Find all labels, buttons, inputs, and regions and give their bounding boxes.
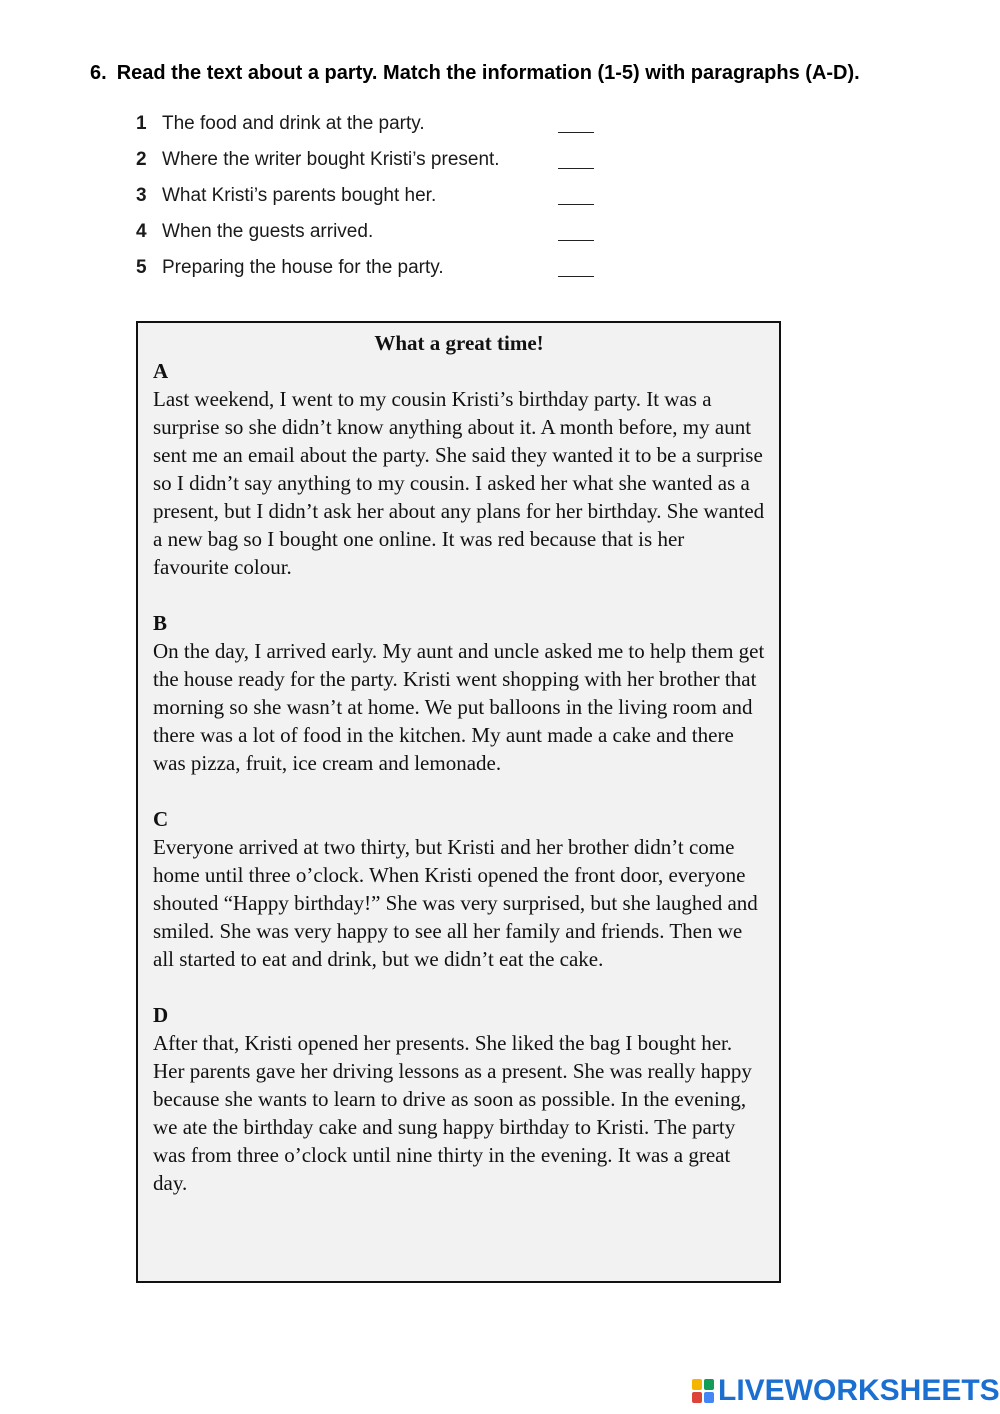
matching-item — [136, 182, 606, 218]
paragraph-c: Everyone arrived at two thirty, but Kristi and her brother didn’t come home until three o’clock. When Kristi opened the front door, everyone shouted “Happy birthday!” She was very surprised, but she laughed and smiled. She was very happy to see all her family and friends. Then we all started to eat and drink, but we didn’t eat the cake. — [153, 835, 758, 971]
reading-text-box — [136, 321, 781, 1283]
paragraph-label-d: D — [153, 1003, 169, 1027]
paragraph-a: Last weekend, I went to my cousin Kristi’s birthday party. It was a surprise so she didn’t know anything about it. A month before, my aunt sent me an email about the party. She said they wanted it to be a surprise so I didn’t say anything to my cousin. I asked her what she wanted as a present, but I didn’t ask her about any plans for her birthday. She wanted a new bag so I bought one online. It was red because that is her favourite colour. — [153, 387, 765, 579]
paragraph-label-a: A — [153, 359, 169, 383]
paragraph-b: On the day, I arrived early. My aunt and uncle asked me to help them get the house ready for the party. Kristi went shopping with her brother that morning so she wasn’t at home. We put balloons in the living room and there was a lot of food in the kitchen. My aunt made a cake and there was pizza, fruit, ice cream and lemonade. — [153, 639, 765, 775]
item-number: 1 — [136, 113, 147, 134]
answer-blank[interactable] — [558, 182, 594, 205]
item-text: What Kristi’s parents bought her. — [162, 185, 437, 206]
answer-blank[interactable] — [558, 254, 594, 277]
exercise-number: 6. — [90, 62, 107, 84]
answer-blank[interactable] — [558, 146, 594, 169]
instruction-text: Read the text about a party. Match the information (1-5) with paragraphs (A-D). — [116, 62, 860, 84]
liveworksheets-logo — [692, 1376, 1000, 1406]
item-number: 3 — [136, 185, 147, 206]
item-text: The food and drink at the party. — [162, 113, 425, 134]
paragraph-d: After that, Kristi opened her presents. She liked the bag I bought her. Her parents gave her driving lessons as a present. She was really happy because she wants to learn to drive as soon as possible. In the evening, we ate the birthday cake and sung happy birthday to Kristi. The party was from three o’clock until nine thirty in the evening. It was a great day. — [153, 1031, 752, 1195]
liveworksheets-logo-icon — [692, 1378, 716, 1404]
item-text: Preparing the house for the party. — [162, 257, 444, 278]
matching-item — [136, 146, 606, 182]
matching-item — [136, 110, 606, 146]
item-number: 5 — [136, 257, 147, 278]
matching-item — [136, 254, 606, 290]
paragraph-label-c: C — [153, 807, 169, 831]
paragraph-label-b: B — [153, 611, 168, 635]
answer-blank[interactable] — [558, 110, 594, 133]
exercise-instruction — [90, 62, 860, 85]
reading-title: What a great time! — [374, 331, 544, 355]
answer-blank[interactable] — [558, 218, 594, 241]
matching-items-list — [136, 110, 606, 290]
item-number: 2 — [136, 149, 147, 170]
item-text: Where the writer bought Kristi’s present. — [162, 149, 500, 170]
item-text: When the guests arrived. — [162, 221, 374, 242]
item-number: 4 — [136, 221, 147, 242]
logo-text: LIVEWORKSHEETS — [718, 1374, 1000, 1407]
matching-item — [136, 218, 606, 254]
